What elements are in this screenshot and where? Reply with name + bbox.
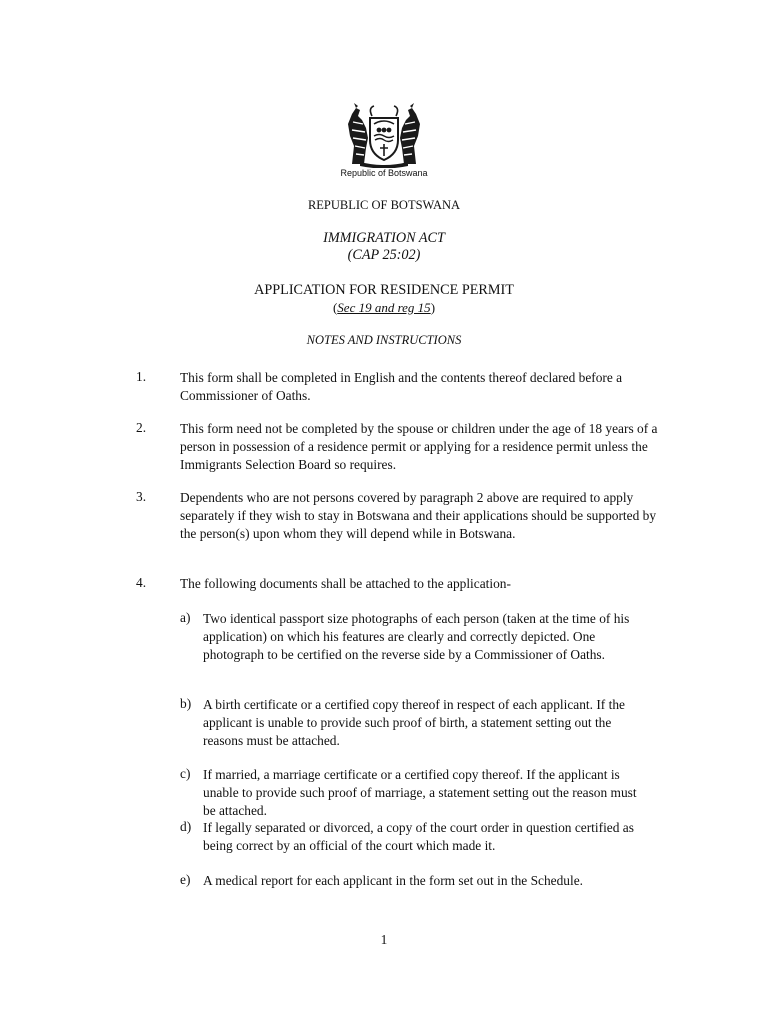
list-item-label: b)	[180, 696, 192, 711]
form-title: APPLICATION FOR RESIDENCE PERMIT	[254, 282, 514, 298]
list-item-text: A birth certificate or a certified copy thereof in respect of each applicant. If the applicant is unable to provide such proof of birth, a statement setting out the reasons must be attached.	[203, 697, 625, 748]
list-item-text: If legally separated or divorced, a copy of the court order in question certified as being correct by an official of the court which made it.	[203, 820, 634, 853]
list-item-label: e)	[180, 872, 191, 887]
paragraph-number: 1.	[136, 369, 147, 384]
act-title: IMMIGRATION ACT	[323, 230, 445, 246]
list-item-text: Two identical passport size photographs of each person (taken at the time of his application) on which his features are clearly and correctly depicted. One photograph to be certified on the reverse side by a Commissioner of Oaths.	[203, 611, 630, 662]
botswana-coat-of-arms-icon	[338, 102, 430, 168]
list-item-label: a)	[180, 610, 191, 625]
country-heading: REPUBLIC OF BOTSWANA	[307, 198, 461, 212]
form-ref-close: )	[430, 300, 436, 315]
act-chapter: (CAP 25:02)	[347, 247, 421, 263]
page-number: 1	[380, 932, 388, 947]
emblem-caption: Republic of Botswana	[340, 168, 428, 178]
paragraph-number: 2.	[136, 420, 147, 435]
paragraph-number: 3.	[136, 489, 147, 504]
list-item-text: If married, a marriage certificate or a certified copy thereof. If the applicant is unable to provide such proof of marriage, a statement setting out the reason must be attached.	[203, 767, 637, 818]
paragraph-text: This form need not be completed by the spouse or children under the age of 18 years of a person in possession of a residence permit or applying for a residence permit unless the Immigrants Selection Board so requires.	[180, 421, 658, 472]
form-ref-text: Sec 19 and reg 15	[337, 300, 431, 315]
list-item-text: A medical report for each applicant in the form set out in the Schedule.	[203, 873, 584, 888]
form-reference	[120, 300, 648, 316]
paragraph-text: This form shall be completed in English and the contents thereof declared before a Commissioner of Oaths.	[180, 370, 623, 403]
list-item-label: d)	[180, 819, 192, 834]
list-item-label: c)	[180, 766, 191, 781]
paragraph-text: Dependents who are not persons covered by paragraph 2 above are required to apply separately if they wish to stay in Botswana and their applications should be supported by the person(s) upon whom they will depend while in Botswana.	[180, 490, 657, 541]
paragraph-text: The following documents shall be attached to the application-	[180, 576, 511, 591]
form-ref-open: (	[332, 300, 338, 315]
notes-heading: NOTES AND INSTRUCTIONS	[306, 333, 462, 347]
paragraph-number: 4.	[136, 575, 147, 590]
